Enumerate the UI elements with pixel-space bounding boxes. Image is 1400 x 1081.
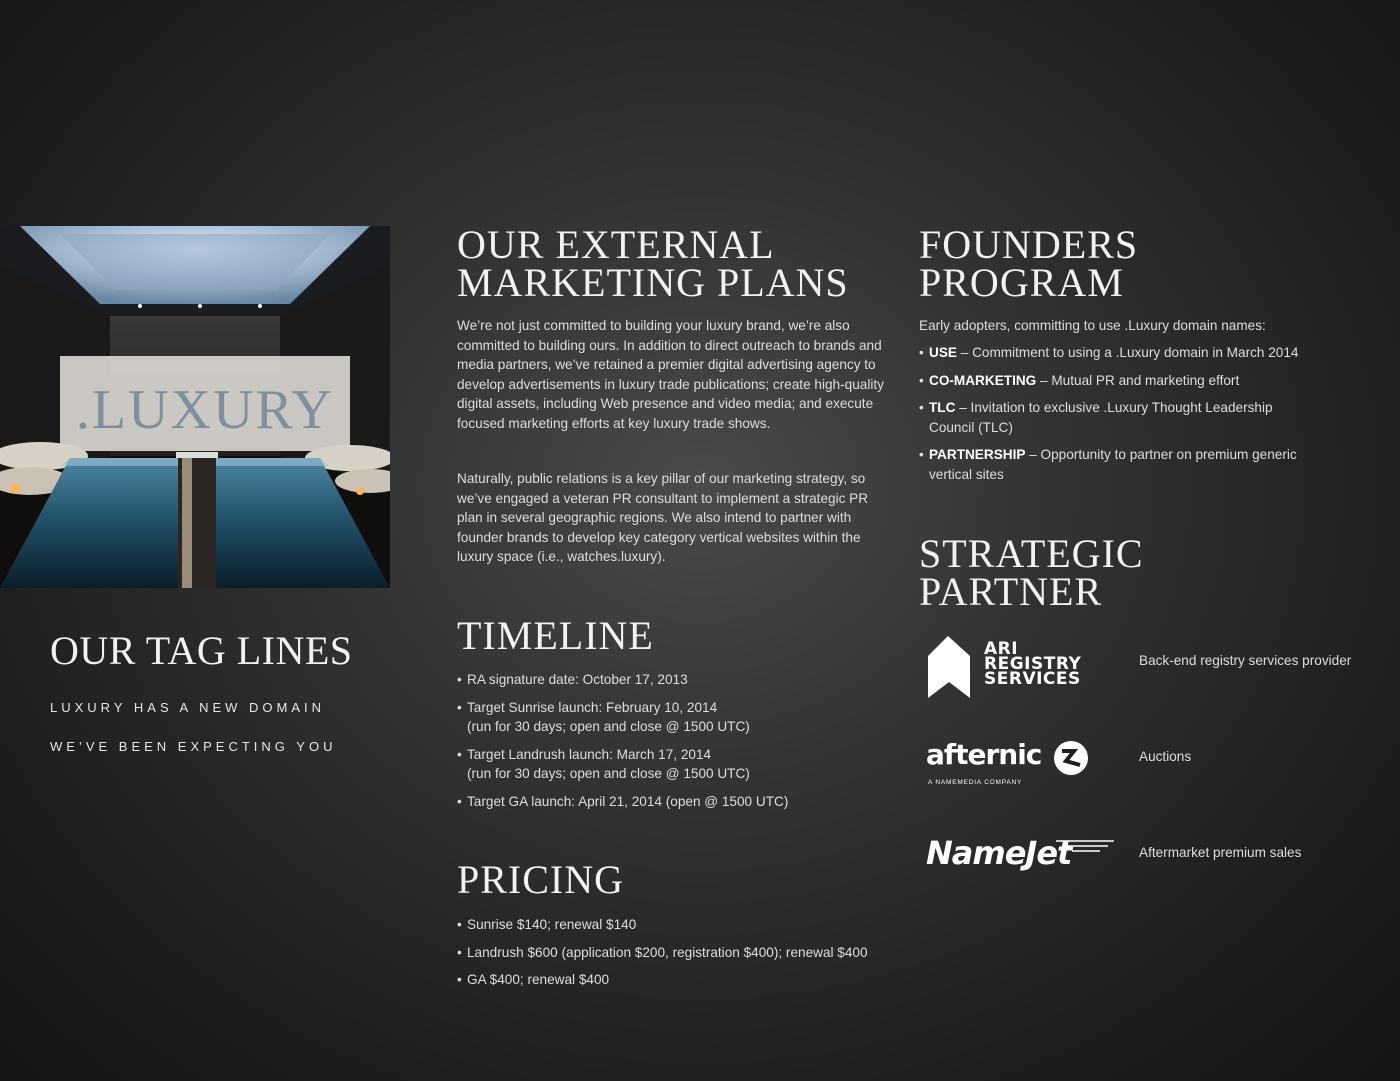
tag-line: WE’VE BEEN EXPECTING YOU (50, 739, 337, 754)
tag-lines-title: OUR TAG LINES (50, 628, 353, 673)
strategic-partner-title-line1: STRATEGIC (919, 531, 1144, 576)
pricing-item: • GA $400; renewal $400 (457, 970, 897, 990)
timeline-list (457, 670, 887, 819)
marketing-title-line1: OUR EXTERNAL (457, 222, 775, 267)
founders-title-line2: PROGRAM (919, 260, 1124, 305)
luxury-sign-text: .LUXURY (75, 379, 335, 441)
founders-item-term: TLC (929, 400, 956, 415)
timeline-item (457, 670, 887, 690)
ari-logo-line: ARI (984, 639, 1019, 659)
timeline-item-note: (run for 30 days; open and close @ 1500 UTC) (467, 766, 750, 781)
founders-item-term: PARTNERSHIP (929, 447, 1026, 462)
timeline-item-line: Target Sunrise launch: February 10, 2014 (467, 699, 718, 715)
founders-item-desc: – Invitation to exclusive .Luxury Thought Leadership Council (TLC) (929, 400, 1273, 435)
founders-item-desc: – Opportunity to partner on premium generic vertical sites (929, 447, 1297, 482)
partner-description: Auctions (1139, 749, 1192, 764)
founders-item-desc: – Commitment to using a .Luxury domain in March 2014 (956, 345, 1299, 360)
founders-item (919, 445, 1319, 484)
strategic-partner-title (919, 531, 1144, 614)
founders-item (919, 371, 1319, 391)
marketing-paragraph: We’re not just committed to building your luxury brand, we’re also committed to building ours. In addition to direct outreach to brands and media partners, we’ve retained a premier digital advertising agency to develop advertisements in luxury trade publications; create high-quality digital assets, including Web presence and video media; and execute focused marketing efforts at key luxury trade shows. (457, 318, 884, 431)
pricing-item: • Sunrise $140; renewal $140 (457, 915, 897, 935)
timeline-item-line: RA signature date: October 17, 2013 (467, 672, 688, 687)
marketing-title-line2: MARKETING PLANS (457, 260, 849, 305)
marketing-paragraph: Naturally, public relations is a key pillar of our marketing strategy, so we’ve engaged a veteran PR consultant to implement a strategic PR plan in several geographic regions. We also intend to partner with founder brands to develop key category vertical websites within the luxury space (i.e., watches.luxury). (457, 471, 869, 564)
founders-list (919, 343, 1319, 492)
partner-description: Back-end registry services provider (1139, 653, 1352, 668)
ari-logo-line: SERVICES (984, 669, 1081, 689)
timeline-item (457, 745, 887, 784)
ari-registry-logo (926, 636, 1116, 700)
afternic-logo (926, 738, 1106, 790)
namejet-logo (926, 834, 1126, 878)
founders-title (919, 222, 1139, 305)
pricing-list (457, 915, 897, 998)
partner-description: Aftermarket premium sales (1139, 845, 1302, 860)
pricing-item: • Landrush $600 (application $200, registration $400); renewal $400 (457, 943, 897, 963)
marketing-title (457, 222, 849, 305)
founders-item (919, 343, 1319, 363)
afternic-subtitle: A NAMEMEDIA COMPANY (928, 779, 1023, 786)
namejet-speed-lines-icon (1056, 838, 1116, 858)
hero-pool-image (0, 226, 390, 588)
tag-line: LUXURY HAS A NEW DOMAIN (50, 700, 326, 715)
founders-item-desc: – Mutual PR and marketing effort (1036, 372, 1240, 388)
timeline-item-line: Target GA launch: April 21, 2014 (open @ 1500 UTC) (467, 793, 789, 809)
founders-intro: Early adopters, committing to use .Luxury domain names: (919, 318, 1266, 333)
afternic-swirl-icon (1052, 739, 1090, 777)
ari-logo-line: REGISTRY (984, 654, 1082, 674)
timeline-title: TIMELINE (457, 613, 654, 658)
timeline-item (457, 698, 887, 737)
namejet-wordmark: NameJet (926, 834, 1072, 872)
strategic-partner-title-line2: PARTNER (919, 569, 1103, 614)
founders-item-term: CO-MARKETING (929, 372, 1037, 388)
founders-item-term: USE (929, 345, 957, 360)
timeline-item-note: (run for 30 days; open and close @ 1500 UTC) (467, 719, 750, 734)
timeline-item (457, 792, 887, 812)
pool-illustration (0, 226, 390, 588)
timeline-item-line: Target Landrush launch: March 17, 2014 (467, 746, 712, 762)
pricing-title: PRICING (457, 857, 625, 902)
founders-title-line1: FOUNDERS (919, 222, 1139, 267)
founders-item (919, 398, 1319, 437)
afternic-wordmark: afternic (926, 738, 1042, 771)
